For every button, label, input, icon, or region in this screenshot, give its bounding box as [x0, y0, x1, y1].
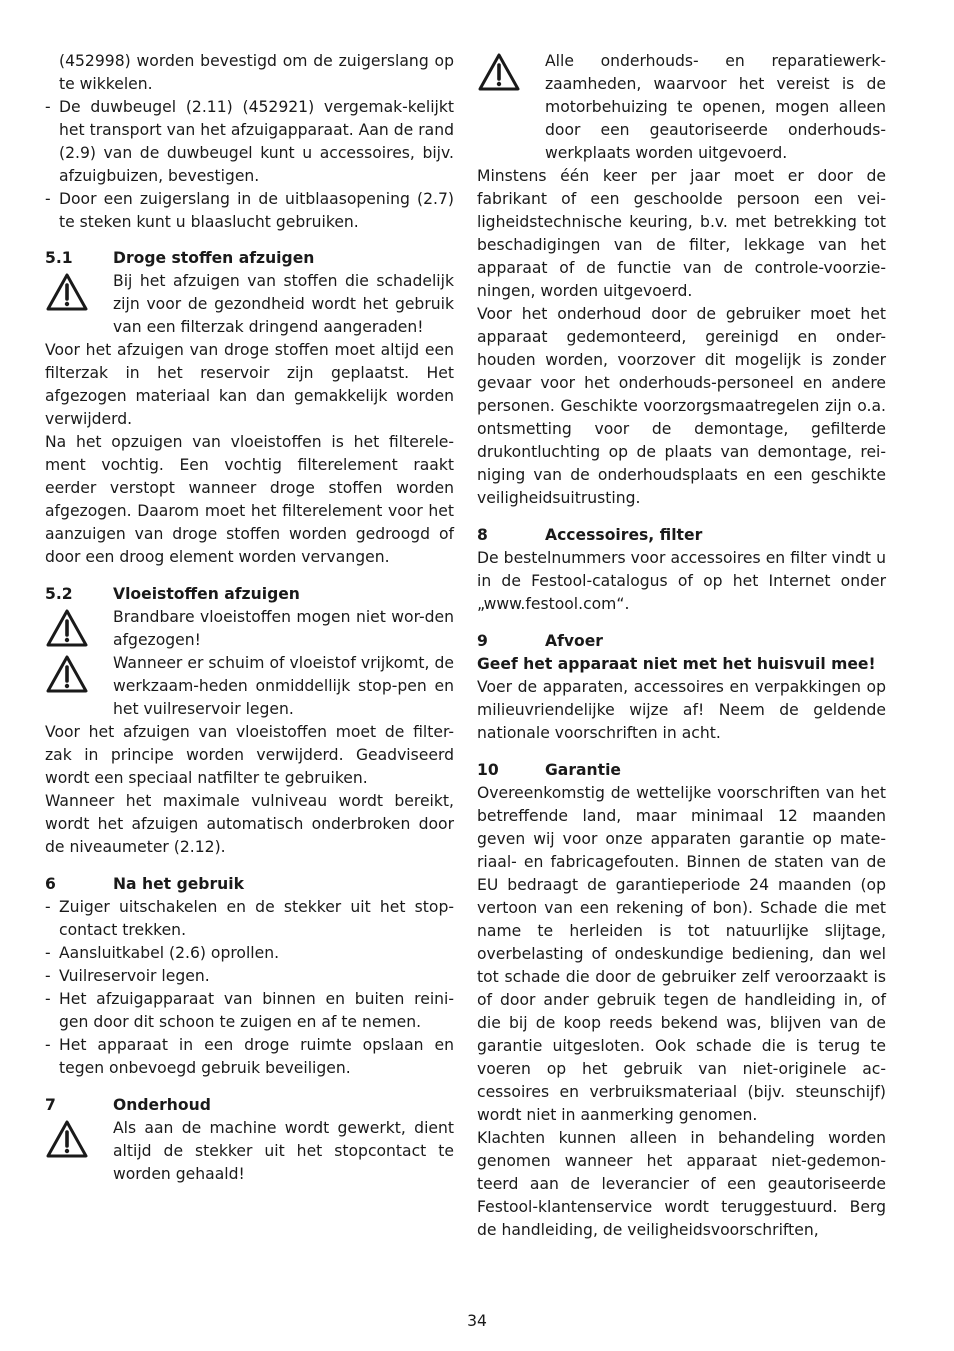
list-item: - Het afzuigapparaat van binnen en buiten reini-gen door dit schoon te zuigen en af te nemen.	[45, 988, 454, 1034]
section-number: 8	[477, 526, 488, 544]
section-number: 6	[45, 875, 56, 893]
list-item: - Zuiger uitschakelen en de stekker uit het stop-contact trekken.	[45, 896, 454, 942]
warning-block	[477, 50, 886, 165]
warning-text: Brandbare vloeistoffen mogen niet wor-den afgezogen!	[113, 608, 454, 649]
section-title: Accessoires, filter	[545, 526, 703, 544]
warning-block	[45, 652, 454, 721]
section-title: Vloeistoffen afzuigen	[113, 585, 300, 603]
list-item: - Door een zuigerslang in de uitblaasopening (2.7) te steken kunt u blaaslucht gebruiken.	[45, 188, 454, 234]
section-title: Droge stoffen afzuigen	[113, 249, 315, 267]
warning-block	[45, 606, 454, 652]
section-number: 5.2	[45, 585, 73, 603]
bold-notice: Geef het apparaat niet met het huisvuil mee!	[477, 655, 876, 673]
section-number: 5.1	[45, 249, 73, 267]
section-number: 10	[477, 761, 499, 779]
warning-text: Als aan de machine wordt gewerkt, dient altijd de stekker uit het stopcontact te worden gehaald!	[113, 1119, 454, 1183]
section-heading-6	[45, 873, 454, 896]
warning-text: Wanneer er schuim of vloeistof vrijkomt, de werkzaam-heden onmiddellijk stop-pen en het vuilreservoir legen.	[113, 654, 454, 718]
warning-triangle-icon	[477, 50, 545, 165]
paragraph: De bestelnummers voor accessoires en filter vindt u in de Festool-catalogus of op het Internet onder „www.festool.com“.	[477, 549, 886, 613]
warning-block	[45, 270, 454, 339]
section-heading-5-2	[45, 583, 454, 606]
section-title: Garantie	[545, 761, 622, 779]
warning-text: Alle onderhouds- en reparatiewerk-zaamheden, waarvoor het vereist is de motorbehuizing te openen, mogen alleen door een geautoriseerde onderhouds-werkplaats worden uitgevoerd.	[545, 52, 886, 162]
section-heading-9	[477, 630, 886, 653]
left-column	[45, 50, 454, 1186]
section-heading-5-1	[45, 247, 454, 270]
paragraph: Klachten kunnen alleen in behandeling worden genomen wanneer het apparaat niet-gedemon-teerd aan de leverancier of een geautoriseerde Festool-klantenservice wordt teruggestuurd. Berg de handleiding, de veiligheidsvoorschriften,	[477, 1129, 886, 1239]
section-heading-10	[477, 759, 886, 782]
paragraph: Minstens één keer per jaar moet er door de fabrikant of een geschoolde persoon een vei-ligheidstechnische keuring, b.v. met betrekking tot beschadigingen van de filter, lekkage van het apparaat of de functie van de controle-voorzie-ningen, worden uitgevoerd.	[477, 167, 886, 300]
warning-triangle-icon	[45, 270, 113, 339]
section-number: 9	[477, 632, 488, 650]
warning-triangle-icon	[45, 652, 113, 721]
list-item: - Aansluitkabel (2.6) oprollen.	[45, 942, 454, 965]
warning-triangle-icon	[45, 1117, 113, 1186]
intro-continuation: (452998) worden bevestigd om de zuigerslang op te wikkelen.	[59, 52, 454, 93]
warning-block	[45, 1117, 454, 1186]
list-item: - Het apparaat in een droge ruimte opslaan en tegen onbevoegd gebruik beveiligen.	[45, 1034, 454, 1080]
paragraph: Wanneer het maximale vulniveau wordt bereikt, wordt het afzuigen automatisch onderbroken door de niveaumeter (2.12).	[45, 792, 454, 856]
warning-triangle-icon	[45, 606, 113, 652]
paragraph: Overeenkomstig de wettelijke voorschriften van het betreffende land, maar minimaal 12 maanden geven wij voor onze apparaten garantie op mate-riaal- en fabricagefouten. Binnen de staten van de EU bedraagt de garantieperiode 24 maanden (op vertoon van een rekening of bon). Schade die met name te herleiden is tot natuurlijke slijtage, overbelasting of ondeskundige bediening, dan wel tot schade die door de gebruiker zelf veroorzaakt is of door ander gebruik tegen de handleiding in, of die bij de koop reeds bekend was, blijven van de garantie uitgesloten. Ook schade die is terug te voeren op het gebruik van niet-originele ac-cessoires en verbruiksmateriaal (bijv. steunschijf) wordt niet in aanmerking genomen.	[477, 784, 886, 1124]
paragraph: Voor het onderhoud door de gebruiker moet het apparaat gedemonteerd, gereinigd en onder-houden worden, voorzover dit mogelijk is zonder gevaar voor het onderhouds-personeel en andere personen. Geschikte voorzorgsmaatregelen zijn o.a. ontsmetting voor de demontage, gefilterde drukontluchting op de plaats van demontage, rei-niging van de onderhoudsplaats en een geschikte veiligheidsuitrusting.	[477, 305, 886, 507]
list-item: - De duwbeugel (2.11) (452921) vergemak-kelijkt het transport van het afzuigapparaat. Aan de rand (2.9) van de duwbeugel kunt u accessoires, bijv. afzuigbuizen, bevestigen.	[45, 96, 454, 188]
paragraph: Na het opzuigen van vloeistoffen is het filterele-ment vochtig. Een vochtig filterelement raakt eerder verstopt wanneer droge stoffen worden afgezogen. Daarom moet het filterelement voor het aanzuigen van droge stoffen worden gedroogd of door een droog element worden vervangen.	[45, 433, 454, 566]
paragraph: Voor het afzuigen van vloeistoffen moet de filter-zak in principe worden verwijderd. Geadviseerd wordt een speciaal natfilter te gebruiken.	[45, 723, 454, 787]
right-column	[477, 50, 886, 1242]
section-heading-7	[45, 1094, 454, 1117]
section-title: Na het gebruik	[113, 875, 244, 893]
paragraph: Voor het afzuigen van droge stoffen moet altijd een filterzak in het reservoir zijn geplaatst. Het afgezogen materiaal kan dan gemakkelijk worden verwijderd.	[45, 341, 454, 428]
page-number: 34	[467, 1312, 487, 1330]
paragraph: Voer de apparaten, accessoires en verpakkingen op milieuvriendelijke wijze af! Neem de geldende nationale voorschriften in acht.	[477, 678, 886, 742]
warning-text: Bij het afzuigen van stoffen die schadelijk zijn voor de gezondheid wordt het gebruik van een filterzak dringend aangeraden!	[113, 272, 454, 336]
section-heading-8	[477, 524, 886, 547]
section-title: Onderhoud	[113, 1096, 211, 1114]
section-number: 7	[45, 1096, 56, 1114]
list-item: - Vuilreservoir legen.	[45, 965, 454, 988]
section-title: Afvoer	[545, 632, 603, 650]
